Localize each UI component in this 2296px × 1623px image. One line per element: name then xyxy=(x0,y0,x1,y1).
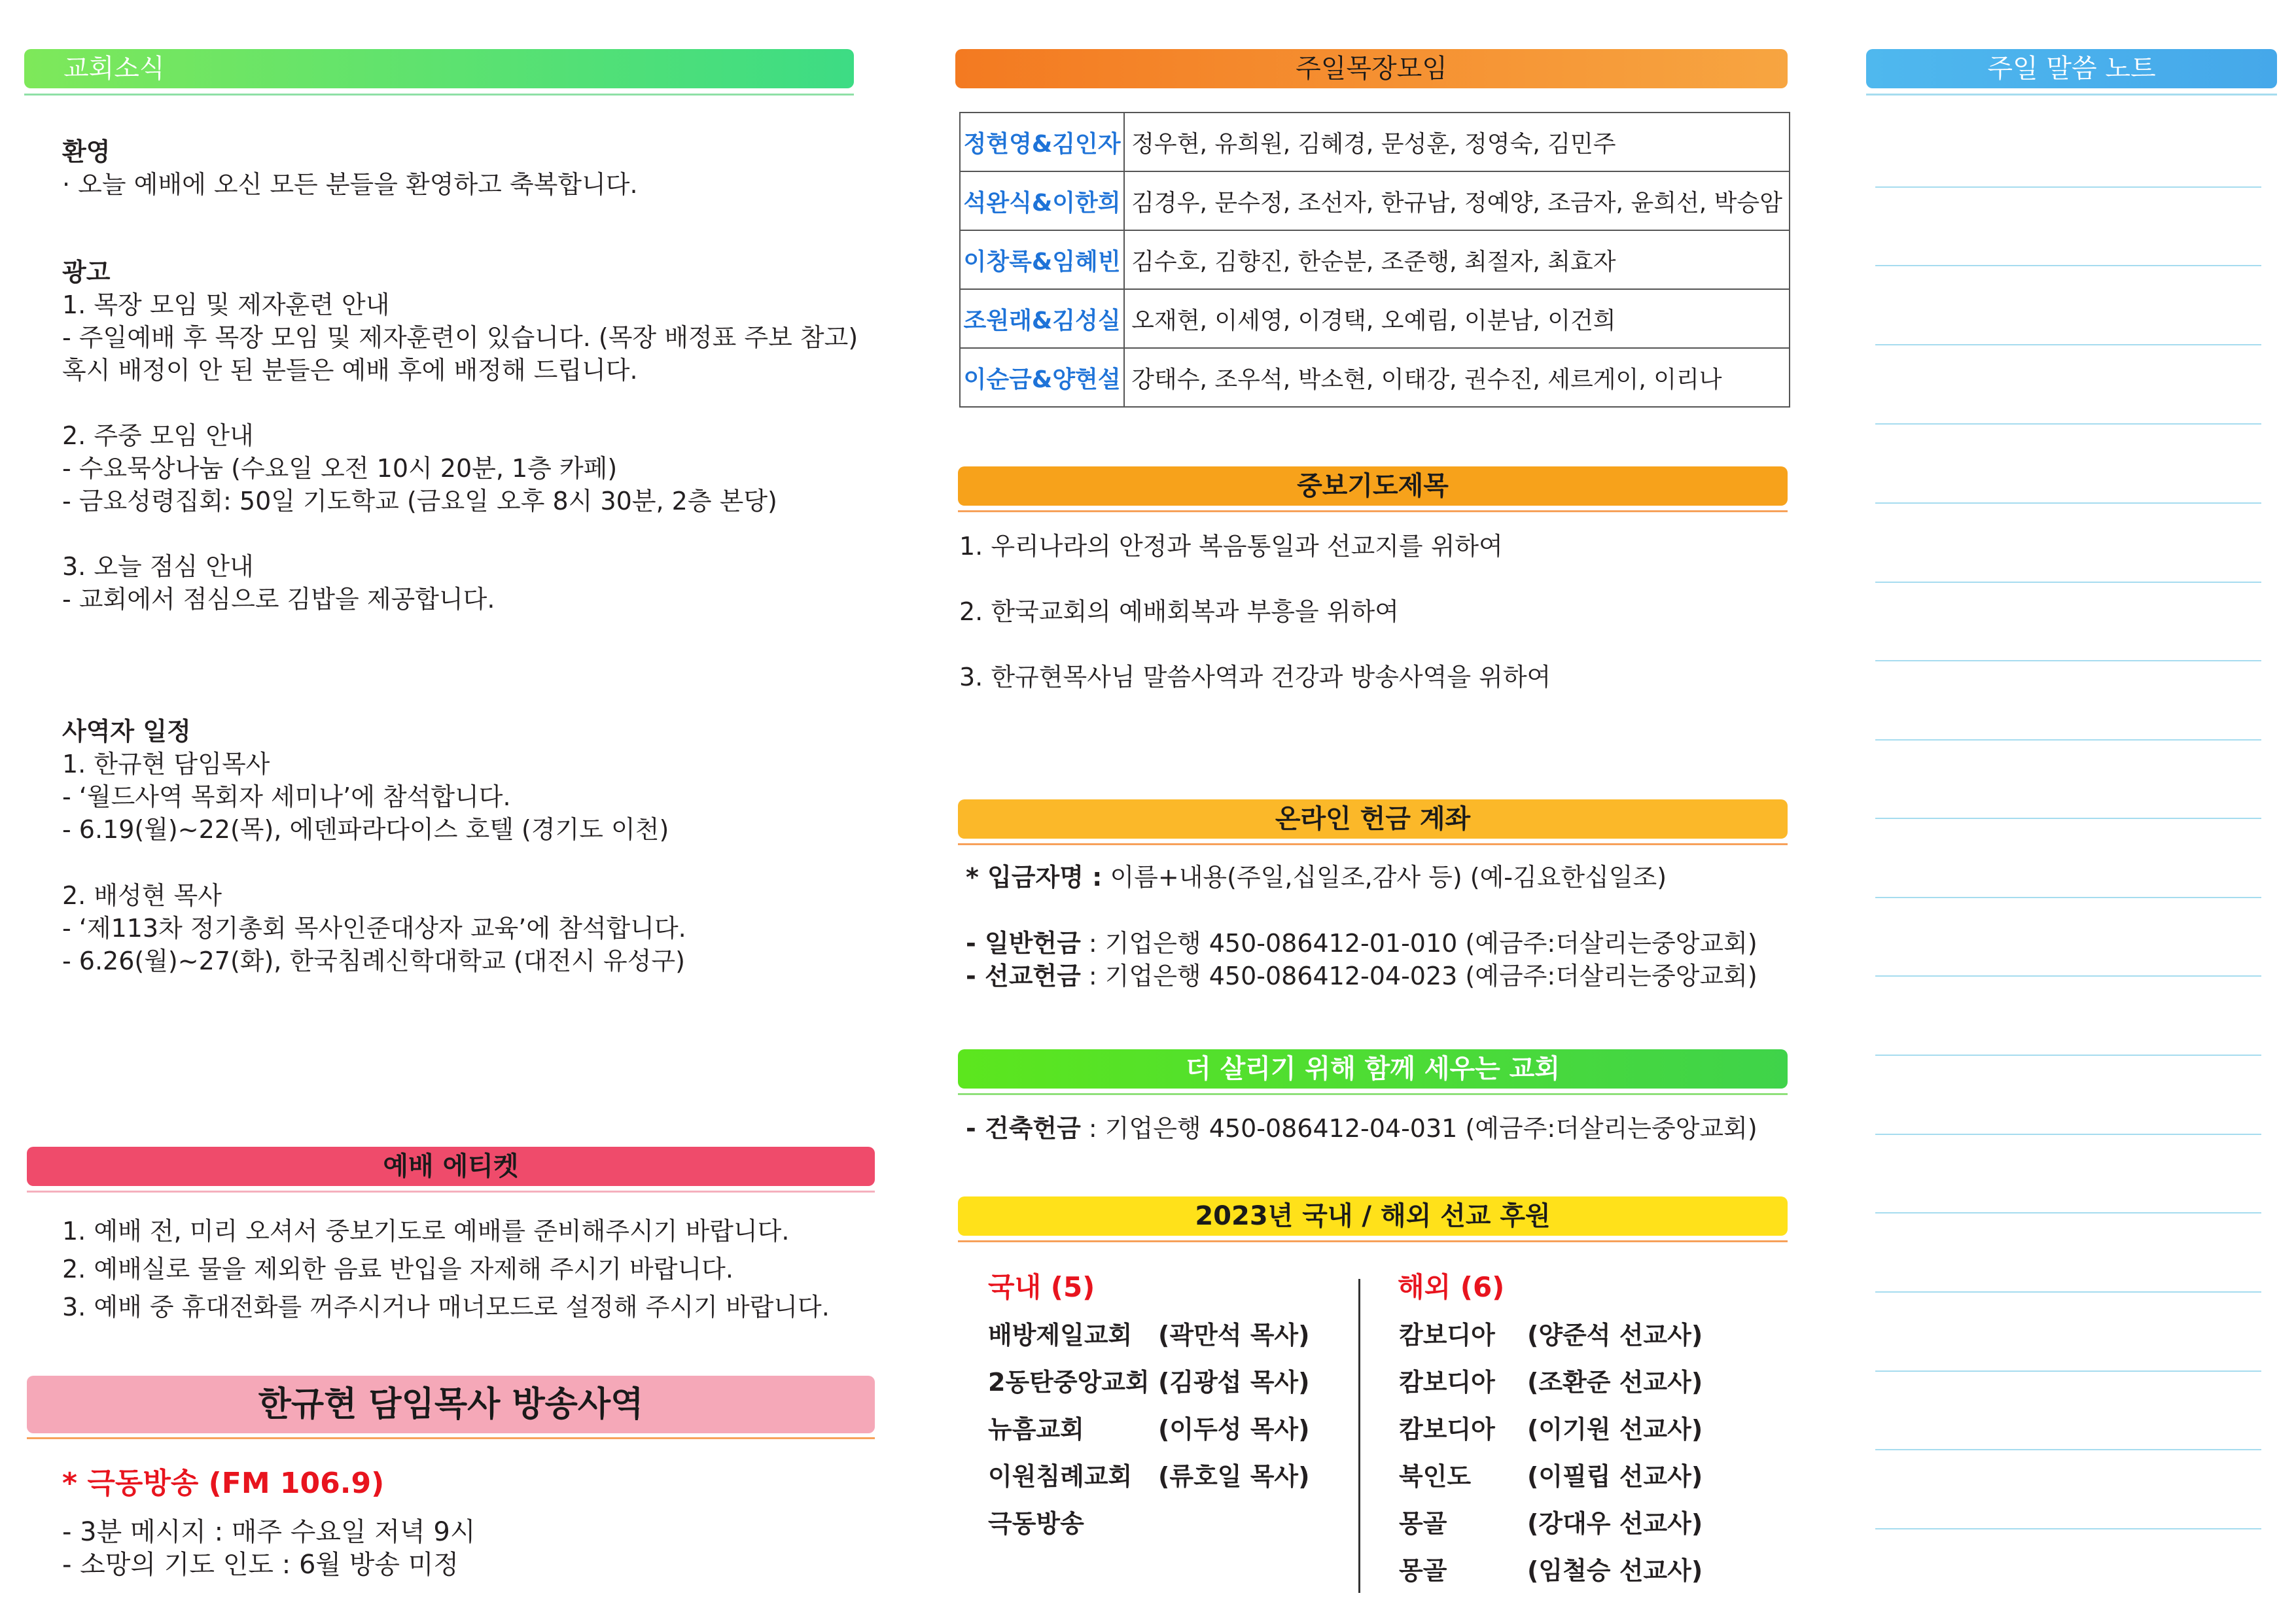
schedule-line: - 6.19(월)~22(목), 에덴파라다이스 호텔 (경기도 이천) xyxy=(62,815,669,844)
prayer-item: 1. 우리나라의 안정과 복음통일과 선교지를 위하여 xyxy=(959,532,1503,561)
domestic-church: 극동방송 xyxy=(988,1509,1084,1538)
ads-line: 2. 주중 모임 안내 xyxy=(62,421,254,450)
missions-divider xyxy=(1358,1279,1360,1593)
domestic-pastor: (이두성 목사) xyxy=(1158,1415,1310,1444)
overseas-country: 몽골 xyxy=(1399,1556,1447,1585)
header-underline xyxy=(24,94,854,96)
note-line xyxy=(1875,265,2261,266)
overseas-missionary: (조환준 선교사) xyxy=(1527,1368,1703,1397)
note-line xyxy=(1875,344,2261,345)
sermon-note-header: 주일 말씀 노트 xyxy=(1866,49,2277,88)
mokjang-leader: 석완식&이한희 xyxy=(960,171,1124,230)
offering-header: 온라인 헌금 계좌 xyxy=(958,799,1788,839)
overseas-title: 해외 (6) xyxy=(1398,1271,1505,1303)
overseas-missionary: (임철승 선교사) xyxy=(1527,1556,1703,1585)
ads-line: 1. 목장 모임 및 제자훈련 안내 xyxy=(62,290,390,319)
mokjang-members: 김경우, 문수정, 조선자, 한규남, 정예양, 조금자, 윤희선, 박승암 xyxy=(1124,171,1790,230)
note-line xyxy=(1875,739,2261,741)
prayer-item: 3. 한규현목사님 말씀사역과 건강과 방송사역을 위하여 xyxy=(959,663,1551,691)
note-line xyxy=(1875,1055,2261,1056)
mokjang-leader: 이창록&임혜빈 xyxy=(960,230,1124,289)
domestic-pastor: (곽만석 목사) xyxy=(1158,1321,1310,1350)
ads-line: - 금요성령집회: 50일 기도학교 (금요일 오후 8시 30분, 2층 본당) xyxy=(62,487,777,515)
domestic-pastor: (류호일 목사) xyxy=(1158,1462,1310,1491)
overseas-country: 캄보디아 xyxy=(1399,1321,1495,1350)
ads-line: 3. 오늘 점심 안내 xyxy=(62,552,254,581)
note-line xyxy=(1875,818,2261,819)
schedule-line: 1. 한규현 담임목사 xyxy=(62,750,270,778)
church-news-header: 교회소식 xyxy=(24,49,854,88)
note-line xyxy=(1875,1370,2261,1372)
header-underline xyxy=(958,843,1788,845)
table-row xyxy=(960,289,1790,348)
general-offering-line xyxy=(966,927,1757,960)
welcome-title: 환영 xyxy=(62,137,111,166)
note-line xyxy=(1875,1134,2261,1135)
broadcast-line: - 3분 메시지 : 매주 수요일 저녁 9시 xyxy=(62,1517,476,1547)
schedule-line: - 6.26(월)~27(화), 한국침례신학대학교 (대전시 유성구) xyxy=(62,947,685,975)
header-underline xyxy=(958,1240,1788,1242)
ads-line: - 교회에서 점심으로 김밥을 제공합니다. xyxy=(62,585,495,614)
building-header: 더 살리기 위해 함께 세우는 교회 xyxy=(958,1049,1788,1089)
building-offering-line xyxy=(966,1112,1757,1145)
table-row xyxy=(960,113,1790,171)
domestic-title: 국내 (5) xyxy=(988,1271,1095,1303)
schedule-line: 2. 배성현 목사 xyxy=(62,881,222,910)
schedule-line: - ‘월드사역 목회자 세미나’에 참석합니다. xyxy=(62,782,511,811)
ads-line: - 주일예배 후 목장 모임 및 제자훈련이 있습니다. (목장 배정표 주보 참고) xyxy=(62,323,858,352)
etiquette-line: 3. 예배 중 휴대전화를 꺼주시거나 매너모드로 설정해 주시기 바랍니다. xyxy=(62,1293,830,1321)
header-underline xyxy=(27,1437,875,1439)
note-line xyxy=(1875,660,2261,661)
header-underline xyxy=(1866,94,2277,96)
overseas-country: 캄보디아 xyxy=(1399,1415,1495,1444)
prayer-item: 2. 한국교회의 예배회복과 부흥을 위하여 xyxy=(959,597,1399,626)
table-row xyxy=(960,171,1790,230)
mokjang-members: 오재현, 이세영, 이경택, 오예림, 이분남, 이건희 xyxy=(1124,289,1790,348)
note-line xyxy=(1875,186,2261,188)
broadcast-line: - 소망의 기도 인도 : 6월 방송 미정 xyxy=(62,1550,459,1580)
overseas-missionary: (이기원 선교사) xyxy=(1527,1415,1703,1444)
domestic-church: 이원침례교회 xyxy=(988,1462,1133,1491)
note-line xyxy=(1875,1291,2261,1293)
mokjang-leader: 정현영&김인자 xyxy=(960,113,1124,171)
header-underline xyxy=(958,510,1788,512)
mokjang-members: 김수호, 김향진, 한순분, 조준행, 최절자, 최효자 xyxy=(1124,230,1790,289)
mokjang-table xyxy=(959,112,1790,408)
broadcast-header: 한규현 담임목사 방송사역 xyxy=(27,1376,875,1433)
ads-title: 광고 xyxy=(62,258,111,287)
header-underline xyxy=(958,1093,1788,1095)
overseas-country: 북인도 xyxy=(1399,1462,1472,1491)
note-line xyxy=(1875,897,2261,898)
overseas-country: 캄보디아 xyxy=(1399,1368,1495,1397)
table-row xyxy=(960,348,1790,407)
deposit-name-text: 이름+내용(주일,십일조,감사 등) (예-김요한십일조) xyxy=(1102,863,1667,892)
overseas-missionary: (강대우 선교사) xyxy=(1527,1509,1703,1538)
mokjang-header: 주일목장모임 xyxy=(955,49,1788,88)
missions-header: 2023년 국내 / 해외 선교 후원 xyxy=(958,1196,1788,1236)
note-line xyxy=(1875,975,2261,977)
deposit-name-label: * 입금자명 : xyxy=(966,863,1103,892)
schedule-title: 사역자 일정 xyxy=(62,717,191,746)
overseas-missionary: (이필립 선교사) xyxy=(1527,1462,1703,1491)
building-offering-account: : 기업은행 450-086412-04-031 (예금주:더살리는중앙교회) xyxy=(1080,1114,1757,1143)
overseas-missionary: (양준석 선교사) xyxy=(1527,1321,1703,1350)
mission-offering-label: - 선교헌금 xyxy=(966,962,1081,990)
etiquette-line: 1. 예배 전, 미리 오셔서 중보기도로 예배를 준비해주시기 바랍니다. xyxy=(62,1217,790,1246)
domestic-pastor: (김광섭 목사) xyxy=(1158,1368,1310,1397)
note-line xyxy=(1875,1449,2261,1450)
broadcast-station: * 극동방송 (FM 106.9) xyxy=(62,1467,385,1500)
mokjang-members: 정우현, 유희원, 김혜경, 문성훈, 정영숙, 김민주 xyxy=(1124,113,1790,171)
ads-line: - 수요묵상나눔 (수요일 오전 10시 20분, 1층 카페) xyxy=(62,454,618,483)
note-line xyxy=(1875,502,2261,504)
note-line xyxy=(1875,1528,2261,1529)
domestic-church: 뉴흠교회 xyxy=(988,1415,1084,1444)
domestic-church: 2동탄중앙교회 xyxy=(988,1368,1150,1397)
mokjang-leader: 이순금&양현설 xyxy=(960,348,1124,407)
overseas-country: 몽골 xyxy=(1399,1509,1447,1538)
mission-offering-line xyxy=(966,960,1757,992)
mission-offering-account: : 기업은행 450-086412-04-023 (예금주:더살리는중앙교회) xyxy=(1080,962,1757,990)
note-line xyxy=(1875,423,2261,425)
schedule-line: - ‘제113차 정기총회 목사인준대상자 교육’에 참석합니다. xyxy=(62,914,686,943)
etiquette-header: 예배 에티켓 xyxy=(27,1147,875,1186)
building-offering-label: - 건축헌금 xyxy=(966,1114,1081,1143)
ads-line: 혹시 배정이 안 된 분들은 예배 후에 배정해 드립니다. xyxy=(62,356,638,385)
domestic-church: 배방제일교회 xyxy=(988,1321,1133,1350)
deposit-name-line xyxy=(966,861,1667,894)
note-line xyxy=(1875,582,2261,583)
mokjang-leader: 조원래&김성실 xyxy=(960,289,1124,348)
welcome-text: · 오늘 예배에 오신 모든 분들을 환영하고 축복합니다. xyxy=(62,170,638,199)
table-row xyxy=(960,230,1790,289)
general-offering-account: : 기업은행 450-086412-01-010 (예금주:더살리는중앙교회) xyxy=(1080,929,1757,958)
mokjang-members: 강태수, 조우석, 박소현, 이태강, 권수진, 세르게이, 이리나 xyxy=(1124,348,1790,407)
note-line xyxy=(1875,1212,2261,1213)
prayer-header: 중보기도제목 xyxy=(958,466,1788,506)
header-underline xyxy=(27,1191,875,1193)
general-offering-label: - 일반헌금 xyxy=(966,929,1081,958)
etiquette-line: 2. 예배실로 물을 제외한 음료 반입을 자제해 주시기 바랍니다. xyxy=(62,1255,733,1283)
